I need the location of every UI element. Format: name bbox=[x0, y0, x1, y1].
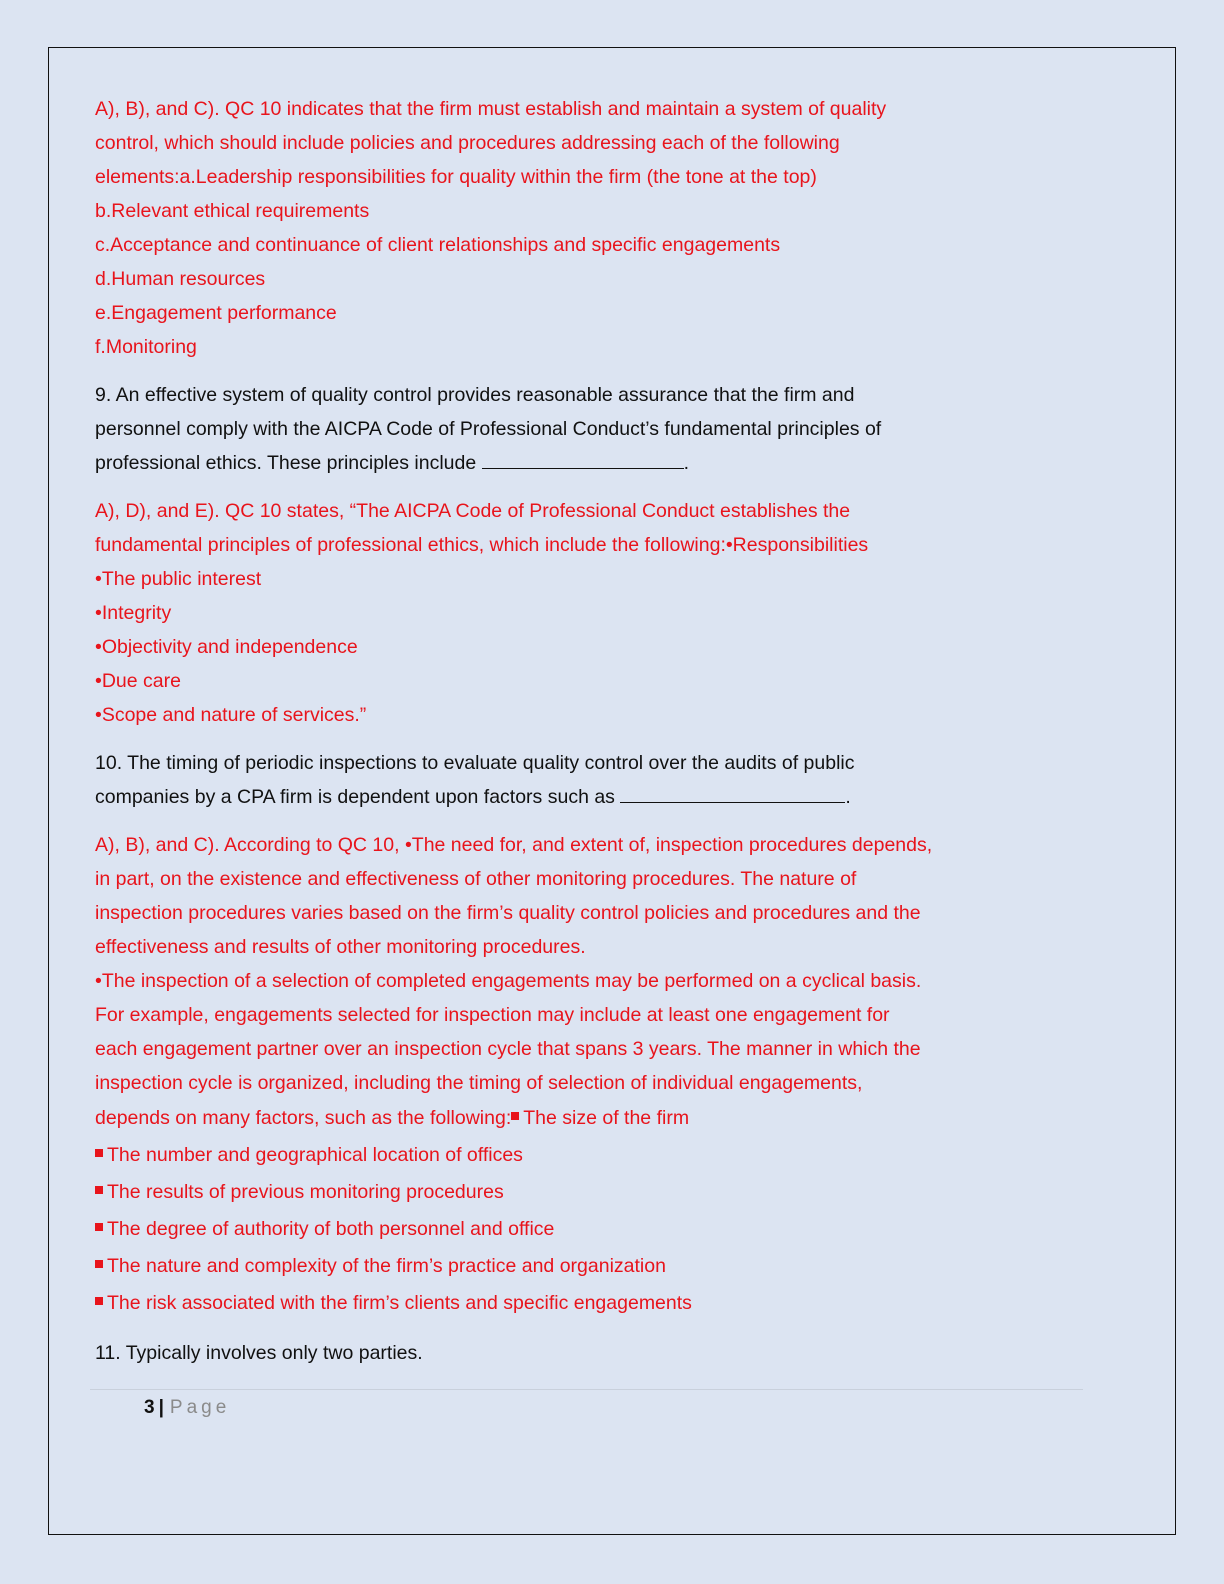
square-bullet-icon bbox=[95, 1223, 103, 1231]
answer-line: b.Relevant ethical requirements bbox=[95, 200, 370, 222]
factor-item: The size of the firm bbox=[523, 1107, 690, 1129]
answer-line: A), B), and C). QC 10 indicates that the firm must establish and maintain a system of quality bbox=[95, 98, 887, 120]
question-line-end: . bbox=[683, 452, 690, 474]
answer-line: inspection cycle is organized, including the timing of selection of individual engagements, bbox=[95, 1072, 863, 1094]
factor-item bbox=[95, 1248, 1035, 1285]
answer-line: inspection procedures varies based on the firm’s quality control policies and procedures and the bbox=[95, 902, 921, 924]
answer-line: A), D), and E). QC 10 states, “The AICPA Code of Professional Conduct establishes the bbox=[95, 500, 851, 522]
question-line bbox=[95, 446, 1035, 480]
question-11 bbox=[95, 1336, 1035, 1370]
square-bullet-icon bbox=[95, 1297, 103, 1305]
page-label: Page bbox=[169, 1397, 231, 1418]
factor-item bbox=[95, 1211, 1035, 1248]
factor-item-text: The number and geographical location of offices bbox=[107, 1144, 523, 1166]
square-bullet-icon bbox=[95, 1186, 103, 1194]
question-line: personnel comply with the AICPA Code of Professional Conduct’s fundamental principles of bbox=[95, 418, 882, 440]
answer-blank bbox=[620, 780, 845, 803]
answer-line: c.Acceptance and continuance of client relationships and specific engagements bbox=[95, 234, 781, 256]
answer-line: in part, on the existence and effectiveness of other monitoring procedures. The nature of bbox=[95, 868, 857, 890]
answer-line: control, which should include policies and procedures addressing each of the following bbox=[95, 132, 840, 154]
factor-item-text: The results of previous monitoring procedures bbox=[107, 1181, 504, 1203]
answer-line: •The public interest bbox=[95, 568, 262, 590]
page-number: 3 bbox=[144, 1397, 155, 1418]
answer-10 bbox=[95, 828, 1035, 1322]
question-line: 11. Typically involves only two parties. bbox=[95, 1342, 423, 1364]
answer-line: fundamental principles of professional ethics, which include the following:•Responsibilities bbox=[95, 534, 869, 556]
answer-line-text: depends on many factors, such as the following: bbox=[95, 1107, 512, 1129]
footer-separator: | bbox=[158, 1397, 164, 1418]
question-line-end: . bbox=[845, 786, 851, 808]
factor-item-text: The risk associated with the firm’s clients and specific engagements bbox=[107, 1292, 692, 1314]
question-10 bbox=[95, 746, 1035, 814]
answer-line: •The inspection of a selection of completed engagements may be performed on a cyclical basis. bbox=[95, 970, 922, 992]
answer-line: For example, engagements selected for inspection may include at least one engagement for bbox=[95, 1004, 890, 1026]
answer-9 bbox=[95, 494, 1035, 732]
answer-line: •Due care bbox=[95, 670, 181, 692]
answer-line bbox=[95, 1100, 1035, 1137]
factor-item bbox=[95, 1285, 1035, 1322]
factor-item-text: The nature and complexity of the firm’s practice and organization bbox=[107, 1255, 666, 1277]
answer-line: •Scope and nature of services.” bbox=[95, 704, 367, 726]
square-bullet-icon bbox=[95, 1260, 103, 1268]
factor-item bbox=[95, 1174, 1035, 1211]
question-line: 10. The timing of periodic inspections to evaluate quality control over the audits of public bbox=[95, 752, 855, 774]
square-bullet-icon bbox=[511, 1112, 519, 1120]
answer-line: A), B), and C). According to QC 10, •The need for, and extent of, inspection procedures depends, bbox=[95, 834, 933, 856]
answer-line: each engagement partner over an inspection cycle that spans 3 years. The manner in which the bbox=[95, 1038, 921, 1060]
answer-line: e.Engagement performance bbox=[95, 302, 337, 324]
question-line bbox=[95, 780, 1035, 814]
square-bullet-icon bbox=[95, 1149, 103, 1157]
answer-line: •Integrity bbox=[95, 602, 172, 624]
question-line: 9. An effective system of quality control provides reasonable assurance that the firm and bbox=[95, 384, 855, 406]
question-9 bbox=[95, 378, 1035, 480]
factor-item bbox=[95, 1137, 1035, 1174]
question-line-text: professional ethics. These principles include bbox=[95, 452, 482, 474]
answer-line: elements:a.Leadership responsibilities for quality within the firm (the tone at the top) bbox=[95, 166, 817, 188]
answer-8 bbox=[95, 92, 1035, 364]
answer-line: effectiveness and results of other monitoring procedures. bbox=[95, 936, 586, 958]
answer-blank bbox=[482, 446, 684, 469]
question-line-text: companies by a CPA firm is dependent upon factors such as bbox=[95, 786, 621, 808]
answer-line: d.Human resources bbox=[95, 268, 266, 290]
footer-rule bbox=[90, 1389, 1083, 1390]
answer-line: f.Monitoring bbox=[95, 336, 197, 358]
document-body bbox=[95, 92, 1035, 1384]
page-footer bbox=[144, 1397, 230, 1419]
answer-line: •Objectivity and independence bbox=[95, 636, 358, 658]
factor-item-text: The degree of authority of both personnel and office bbox=[107, 1218, 555, 1240]
